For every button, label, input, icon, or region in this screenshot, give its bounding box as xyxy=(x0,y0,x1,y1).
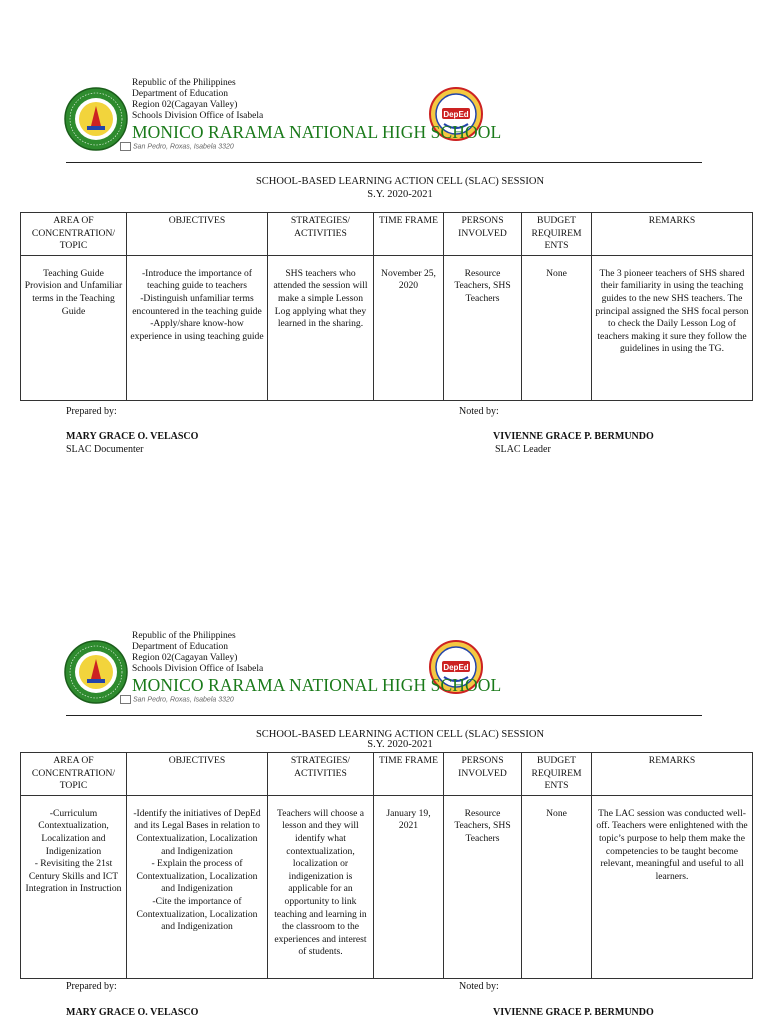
cell-area: -Curriculum Contextualization, Localization and Indigenization - Revisiting the 21st Century Skills and ICT Integration in Instruction xyxy=(21,795,127,978)
cell-objectives: -Introduce the importance of teaching guide to teachers -Distinguish unfamiliar terms encountered in the teaching guide -Apply/share know-how experience in using teaching guide xyxy=(127,255,268,400)
col-persons: PERSONS INVOLVED xyxy=(444,213,522,256)
col-strategies: STRATEGIES/ ACTIVITIES xyxy=(268,213,374,256)
report-title: SCHOOL-BASED LEARNING ACTION CELL (SLAC) SESSION xyxy=(255,176,545,187)
prepared-role: SLAC Documenter xyxy=(66,444,144,455)
slac-table xyxy=(20,752,753,979)
address-text: San Pedro, Roxas, Isabela 3320 xyxy=(133,143,234,151)
header-division: Schools Division Office of Isabela xyxy=(132,111,264,121)
noted-name: VIVIENNE GRACE P. BERMUNDO xyxy=(493,431,654,442)
header-department: Department of Education xyxy=(132,89,229,99)
header-country: Republic of the Philippines xyxy=(132,631,236,641)
cell-strategies: Teachers will choose a lesson and they will identify what contextualization, localization or indigenization is applicable for an opportunity to link teaching and learning in the classroom to the experiences and interest of students. xyxy=(268,795,374,978)
table-row xyxy=(21,255,753,400)
cell-persons: Resource Teachers, SHS Teachers xyxy=(444,255,522,400)
header-region: Region 02(Cagayan Valley) xyxy=(132,100,238,110)
col-persons: PERSONS INVOLVED xyxy=(444,753,522,796)
logo-text: DepEd xyxy=(443,663,469,672)
cell-remarks: The 3 pioneer teachers of SHS shared their familiarity in using the teaching guides to the new SHS teachers. The principal assigned the SHS focal person to check the Daily Lesson Log of teachers making it sure they follow the guidelines in using the TG. xyxy=(592,255,753,400)
col-area: AREA OF CONCENTRATION/ TOPIC xyxy=(21,753,127,796)
col-area: AREA OF CONCENTRATION/ TOPIC xyxy=(21,213,127,256)
prepared-by-label: Prepared by: xyxy=(66,981,117,992)
location-icon xyxy=(120,142,131,151)
col-objectives: OBJECTIVES xyxy=(127,753,268,796)
cell-time-frame: January 19, 2021 xyxy=(374,795,444,978)
noted-by-label: Noted by: xyxy=(459,406,499,417)
col-budget: BUDGET REQUIREM ENTS xyxy=(522,753,592,796)
header-divider xyxy=(66,715,702,716)
prepared-by-label: Prepared by: xyxy=(66,406,117,417)
logo-text: DepEd xyxy=(443,110,469,119)
table-header-row xyxy=(21,753,753,796)
noted-name: VIVIENNE GRACE P. BERMUNDO xyxy=(493,1007,654,1018)
letterhead xyxy=(0,553,768,713)
school-name: MONICO RARAMA NATIONAL HIGH SCHOOL xyxy=(132,122,502,142)
cell-remarks: The LAC session was conducted well-off. Teachers were enlightened with the topic’s purpose to help them make the competencies to be taught become relevant, meaningful and useful to all learners. xyxy=(592,795,753,978)
prepared-name: MARY GRACE O. VELASCO xyxy=(66,431,199,442)
school-name: MONICO RARAMA NATIONAL HIGH SCHOOL xyxy=(132,675,502,695)
table-row xyxy=(21,795,753,978)
address-text: San Pedro, Roxas, Isabela 3320 xyxy=(133,696,234,704)
school-year: S.Y. 2020-2021 xyxy=(367,189,433,200)
col-time-frame: TIME FRAME xyxy=(374,753,444,796)
cell-budget: None xyxy=(522,255,592,400)
noted-role: SLAC Leader xyxy=(495,444,551,455)
col-time-frame: TIME FRAME xyxy=(374,213,444,256)
col-budget: BUDGET REQUIREM ENTS xyxy=(522,213,592,256)
cell-persons: Resource Teachers, SHS Teachers xyxy=(444,795,522,978)
table-header-row xyxy=(21,213,753,256)
col-remarks: REMARKS xyxy=(592,753,753,796)
school-address xyxy=(120,142,234,151)
prepared-name: MARY GRACE O. VELASCO xyxy=(66,1007,199,1018)
header-divider xyxy=(66,162,702,163)
school-year: S.Y. 2020-2021 xyxy=(367,739,433,750)
header-country: Republic of the Philippines xyxy=(132,78,236,88)
cell-time-frame: November 25, 2020 xyxy=(374,255,444,400)
header-department: Department of Education xyxy=(132,642,229,652)
header-region: Region 02(Cagayan Valley) xyxy=(132,653,238,663)
cell-budget: None xyxy=(522,795,592,978)
location-icon xyxy=(120,695,131,704)
school-address xyxy=(120,695,234,704)
noted-by-label: Noted by: xyxy=(459,981,499,992)
report-title: SCHOOL-BASED LEARNING ACTION CELL (SLAC) SESSION xyxy=(255,729,545,740)
col-strategies: STRATEGIES/ ACTIVITIES xyxy=(268,753,374,796)
cell-objectives: -Identify the initiatives of DepEd and its Legal Bases in relation to Contextualization, Localization and Indigenization - Explain the process of Contextualization, Localization and Indigenization -Cite the importance of Contextualization, Localization and Indigenization xyxy=(127,795,268,978)
col-objectives: OBJECTIVES xyxy=(127,213,268,256)
cell-strategies: SHS teachers who attended the session will make a simple Lesson Log applying what they learned in the sharing. xyxy=(268,255,374,400)
letterhead xyxy=(0,0,768,160)
slac-report-page-2 xyxy=(0,553,768,1024)
col-remarks: REMARKS xyxy=(592,213,753,256)
header-division: Schools Division Office of Isabela xyxy=(132,664,264,674)
slac-table xyxy=(20,212,753,401)
cell-area: Teaching Guide Provision and Unfamiliar terms in the Teaching Guide xyxy=(21,255,127,400)
